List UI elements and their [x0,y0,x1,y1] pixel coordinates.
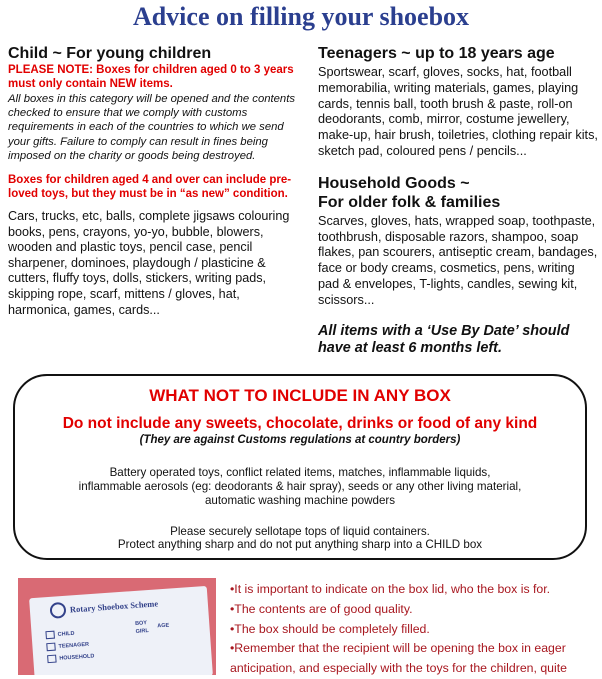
teen-heading: Teenagers ~ up to 18 years age [318,45,555,62]
checkbox-icon [45,631,55,640]
checkbox-icon [46,643,56,652]
bullet-item: anticipation, and especially with the toys for the children, quite [230,661,567,676]
tip-line: Please securely sellotape tops of liquid containers. [170,524,430,538]
packing-tips [15,525,585,552]
household-subheading: For older folk & families [318,193,501,211]
note-text: : Boxes for children aged 0 to 3 years must only contain NEW items. [8,64,294,90]
checkbox-icon [47,655,57,664]
shoebox-lid-photo [18,578,216,675]
child-note [8,63,300,91]
lid-option: HOUSEHOLD [47,652,95,663]
shoebox-lid [29,586,213,675]
child-section [8,44,300,318]
household-heading: Household Goods ~ [318,174,470,192]
prohibited-line: Battery operated toys, conflict related items, matches, inflammable liquids, [109,466,491,479]
household-items: Scarves, gloves, hats, wrapped soap, toothpaste, toothbrush, disposable razors, shampoo, soap flakes, pan scourers, antiseptic cream, bandages, face or body creams, cosmetics, pens, writing pad & envelopes, T-lights, candles, sewing kit, scissors... [318,213,598,307]
preloved-note: Boxes for children aged 4 and over can include pre-loved toys, but they must be in “as new” condition. [8,174,292,201]
bullet-item: •The box should be completely filled. [230,621,430,636]
lid-option: GIRL [135,628,150,635]
prohibited-line: inflammable aerosols (eg: deodorants & hair spray), seeds or any other living material, [78,480,522,494]
not-include-title: WHAT NOT TO INCLUDE IN ANY BOX [149,386,451,405]
customs-note: (They are against Customs regulations at country borders) [139,434,461,446]
rotary-logo-icon [49,602,66,619]
bullet-item: •The contents are of good quality. [230,601,413,616]
prohibited-list [15,466,585,509]
lid-option: TEENAGER [46,640,89,651]
bullet-item: •Remember that the recipient will be opening the box in eager [230,641,566,656]
prohibited-line: automatic washing machine powders [204,494,396,508]
bullet-list [230,580,602,679]
child-items: Cars, trucks, etc, balls, complete jigsaws colouring books, pens, crayons, yo-yo, bubble, blowers, wooden and plastic toys, pencil case, pencil sharpener, dominoes, playdough / plasticine & cutters, fluffy toys, dolls, stickers, writing pads, skipping rope, scarf, mittens / gloves, hat, harmonica, games, cards... [8,209,290,317]
teen-items: Sportswear, scarf, gloves, socks, hat, football memorabilia, writing materials, games, playing cards, tennis ball, tooth brush & paste, roll-on deodorants, comb, mirror, costume jewellery, make-up, hair brush, toiletries, clothing repair kits, sketch pad, coloured pens / pencils... [318,65,598,158]
not-include-box [13,374,587,560]
no-food-warning: Do not include any sweets, chocolate, drinks or food of any kind [62,415,538,432]
note-label: PLEASE NOTE [8,64,90,76]
child-heading: Child ~ For young children [8,45,212,62]
page-title: Advice on filling your shoebox [132,2,470,31]
lid-option: AGE [157,622,170,630]
lid-option: CHILD [45,629,74,639]
tip-line: Protect anything sharp and do not put anything sharp into a CHILD box [117,538,483,552]
lid-option: BOY [134,620,148,627]
teen-household-section [318,44,598,357]
customs-explanation: All boxes in this category will be opened and the contents checked to ensure that we comply with customs requirements in each of the countries to which we send your gifts. Failure to comply can result in fines being imposed on the charity or goods being destroyed. [8,93,295,162]
bullet-item: •It is important to indicate on the box lid, who the box is for. [230,582,551,596]
use-by-note: All items with a ‘Use By Date’ should have at least 6 months left. [318,322,570,356]
lid-title: Rotary Shoebox Scheme [69,598,159,615]
